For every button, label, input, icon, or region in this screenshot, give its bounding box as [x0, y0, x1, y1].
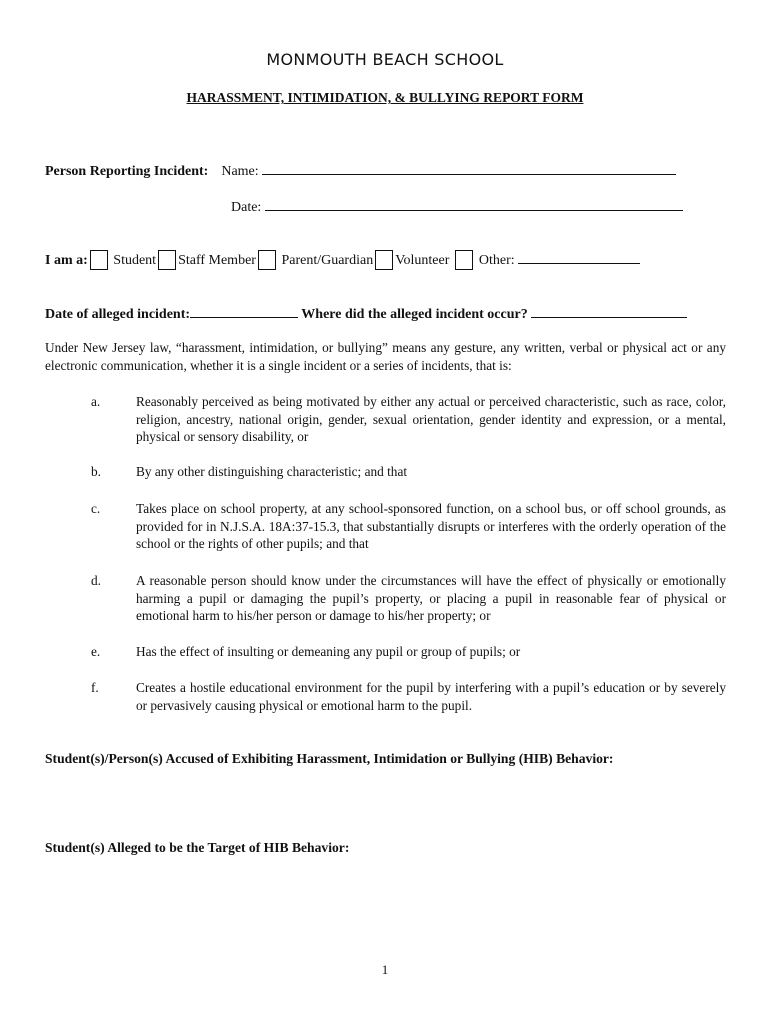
- incident-date-label: Date of alleged incident:: [45, 307, 191, 322]
- item-c-letter: c.: [91, 501, 101, 516]
- item-e-text: Has the effect of insulting or demeaning any pupil or group of pupils; or: [136, 644, 521, 659]
- other-field[interactable]: [518, 250, 640, 264]
- item-c-text: Takes place on school property, at any school-sponsored function, on a school bus, or off school grounds, as provided for in N.J.S.A. 18A:37-15.3, that substantially disrupts or interferes with the orderly operation of the school or the rights of other pupils; and that: [136, 501, 726, 551]
- role-label: I am a:: [45, 253, 88, 268]
- role-row: [45, 250, 640, 270]
- parent-guardian-option-label: Parent/Guardian: [281, 253, 374, 268]
- accused-answer-area[interactable]: [45, 774, 726, 834]
- incident-location-label: Where did the alleged incident occur?: [301, 307, 528, 322]
- item-f-letter: f.: [91, 680, 99, 695]
- other-option-label: Other:: [478, 253, 515, 268]
- date-field[interactable]: [265, 197, 683, 211]
- incident-date-field[interactable]: [190, 304, 298, 318]
- school-name: MONMOUTH BEACH SCHOOL: [266, 50, 504, 69]
- reporter-row: [45, 161, 676, 180]
- student-option-label: Student: [113, 253, 157, 268]
- date-label: Date:: [231, 200, 262, 215]
- incident-row: [45, 304, 687, 323]
- name-field[interactable]: [262, 161, 676, 175]
- incident-location-field[interactable]: [531, 304, 687, 318]
- item-b-text: By any other distinguishing characteristic; and that: [136, 464, 408, 479]
- item-a-text: Reasonably perceived as being motivated by either any actual or perceived characteristic, such as race, color, religion, ancestry, national origin, gender, sexual orientation, gender identity and expression, or a mental, physical or sensory disability, or: [136, 394, 726, 444]
- volunteer-checkbox[interactable]: [375, 250, 393, 270]
- target-heading: Student(s) Alleged to be the Target of HIB Behavior:: [45, 840, 350, 855]
- item-d-text: A reasonable person should know under the circumstances will have the effect of physically or emotionally harming a pupil or damaging the pupil’s property, or placing a pupil in reasonable fear of physical or emotional harm to his/her person or damage to his/her property; or: [136, 573, 726, 623]
- item-b-letter: b.: [91, 464, 101, 479]
- accused-heading: Student(s)/Person(s) Accused of Exhibiting Harassment, Intimidation or Bullying (HIB) Behavior:: [45, 751, 614, 766]
- parent-guardian-checkbox[interactable]: [258, 250, 276, 270]
- page-number: 1: [381, 962, 389, 977]
- item-f-text: Creates a hostile educational environment for the pupil by interfering with a pupil’s education or by severely or pervasively causing physical or emotional harm to the pupil.: [136, 680, 726, 713]
- staff-member-option-label: Staff Member: [178, 253, 256, 268]
- student-checkbox[interactable]: [90, 250, 108, 270]
- form-title: HARASSMENT, INTIMIDATION, & BULLYING REPORT FORM: [186, 90, 584, 105]
- item-e-letter: e.: [91, 644, 101, 659]
- volunteer-option-label: Volunteer: [395, 253, 450, 268]
- item-d-letter: d.: [91, 573, 101, 588]
- definition-intro: Under New Jersey law, “harassment, intimidation, or bullying” means any gesture, any written, verbal or physical act or any electronic communication, whether it is a single incident or a series of incidents, that is:: [45, 340, 726, 373]
- item-a-letter: a.: [91, 394, 101, 409]
- staff-member-checkbox[interactable]: [158, 250, 176, 270]
- reporter-label: Person Reporting Incident:: [45, 164, 209, 179]
- other-checkbox[interactable]: [455, 250, 473, 270]
- target-answer-area[interactable]: [45, 863, 726, 943]
- name-label: Name:: [221, 164, 259, 179]
- date-row: [231, 197, 683, 216]
